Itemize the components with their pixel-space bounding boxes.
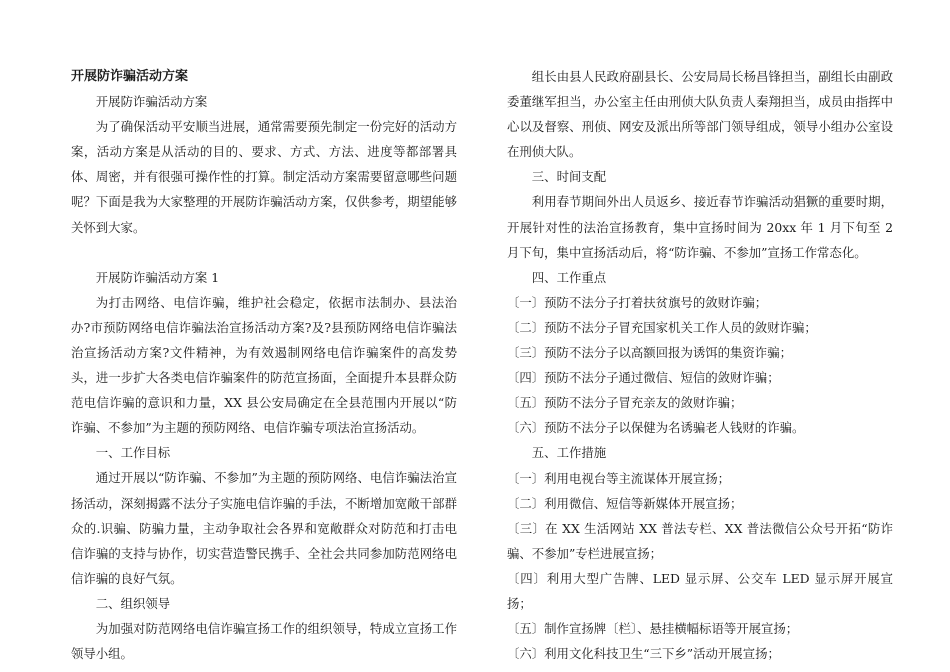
list-item: 〔二〕利用微信、短信等新媒体开展宣扬；	[507, 495, 743, 511]
right-column	[507, 64, 893, 666]
section-heading-organization: 二、组织领导	[95, 595, 171, 611]
list-item: 〔六〕利用文化科技卫生“三下乡”活动开展宣扬；	[507, 646, 780, 662]
section-heading-focus: 四、工作重点	[531, 269, 607, 285]
left-column	[71, 64, 457, 666]
organization-paragraph: 为加强对防范网络电信诈骗宣扬工作的组织领导，特成立宣扬工作领导小组。	[71, 620, 457, 662]
document-subtitle: 开展防诈骗活动方案	[95, 94, 208, 110]
list-item: 〔一〕利用电视台等主流谋体开展宣扬；	[507, 470, 731, 486]
section-heading-measures: 五、工作措施	[531, 445, 607, 461]
list-item: 〔三〕在 XX 生活网站 XX 普法专栏、XX 普法微信公众号开拓“防诈骗、不参加”专栏进展宣扬；	[507, 520, 893, 561]
list-item: 〔五〕制作宣扬牌〔栏〕、悬挂横幅标语等开展宣扬；	[507, 621, 799, 637]
list-item: 〔五〕预防不法分子冒充亲友的敛财诈骗；	[507, 395, 743, 411]
list-item: 〔六〕预防不法分子以保健为名诱骗老人钱财的诈骗。	[507, 420, 805, 436]
document-title: 开展防诈骗活动方案	[71, 69, 189, 84]
section-heading-schedule: 三、时间支配	[531, 169, 607, 185]
schedule-paragraph: 利用春节期间外出人员返乡、接近春节诈骗活动猖獗的重要时期，开展针对性的法治宣扬教育，集中宣扬时间为 20xx 年 1 月下旬至 2 月下旬，集中宣扬活动后，将“防诈骗、不参加”宣扬工作常态化。	[507, 194, 893, 260]
plan-heading: 开展防诈骗活动方案 1	[95, 269, 220, 285]
section-heading-goals: 一、工作目标	[95, 445, 171, 461]
plan-intro-paragraph: 为打击网络、电信诈骗，维护社会稳定，依据市法制办、县法治办?市预防网络电信诈骗法治宣扬活动方案?及?县预防网络电信诈骗法治宣扬活动方案?文件精神，为有效遏制网络电信诈骗案件的高发势头，进一步扩大各类电信诈骗案件的防范宣扬面，全面提升本县群众防范电信诈骗的意识和力量，XX 县公安局确定在全县范围内开展以“防诈骗、不参加”为主题的预防网络、电信诈骗专项法治宣扬活动。	[71, 294, 457, 436]
list-item: 〔一〕预防不法分子打着扶贫旗号的敛财诈骗；	[507, 294, 768, 310]
list-item: 〔四〕预防不法分子通过微信、短信的敛财诈骗；	[507, 370, 780, 386]
paragraph-gap	[71, 240, 457, 265]
goals-paragraph: 通过开展以“防诈骗、不参加”为主题的预防网络、电信诈骗法治宣扬活动，深刻揭露不法分子实施电信诈骗的手法，不断增加宽敞干部群众的.识骗、防骗力量，主动争取社会各界和宽敞群众对防范和打击电信诈骗的支持与协作，切实营造警民携手、全社会共同参加防范网络电信诈骗的良好气氛。	[71, 470, 457, 586]
list-item: 〔四〕利用大型广告牌、LED 显示屏、公交车 LED 显示屏开展宣扬；	[507, 570, 893, 611]
list-item: 〔二〕预防不法分子冒充国家机关工作人员的敛财诈骗；	[507, 319, 817, 335]
organization-continued-paragraph: 组长由县人民政府副县长、公安局局长杨昌锋担当，副组长由副政委董继军担当，办公室主任由刑侦大队负责人秦翔担当，成员由指挥中心以及督察、刑侦、网安及派出所等部门领导组成，领导小组办公室设在刑侦大队。	[507, 69, 893, 160]
intro-paragraph: 为了确保活动平安顺当进展，通常需要预先制定一份完好的活动方案，活动方案是从活动的目的、要求、方式、方法、进度等都部署具体、周密，并有很强可操作性的打算。制定活动方案需要留意哪些问题呢？下面是我为大家整理的开展防诈骗活动方案，仅供参考，期望能够关怀到大家。	[71, 119, 457, 235]
list-item: 〔三〕预防不法分子以高额回报为诱饵的集资诈骗；	[507, 345, 792, 361]
